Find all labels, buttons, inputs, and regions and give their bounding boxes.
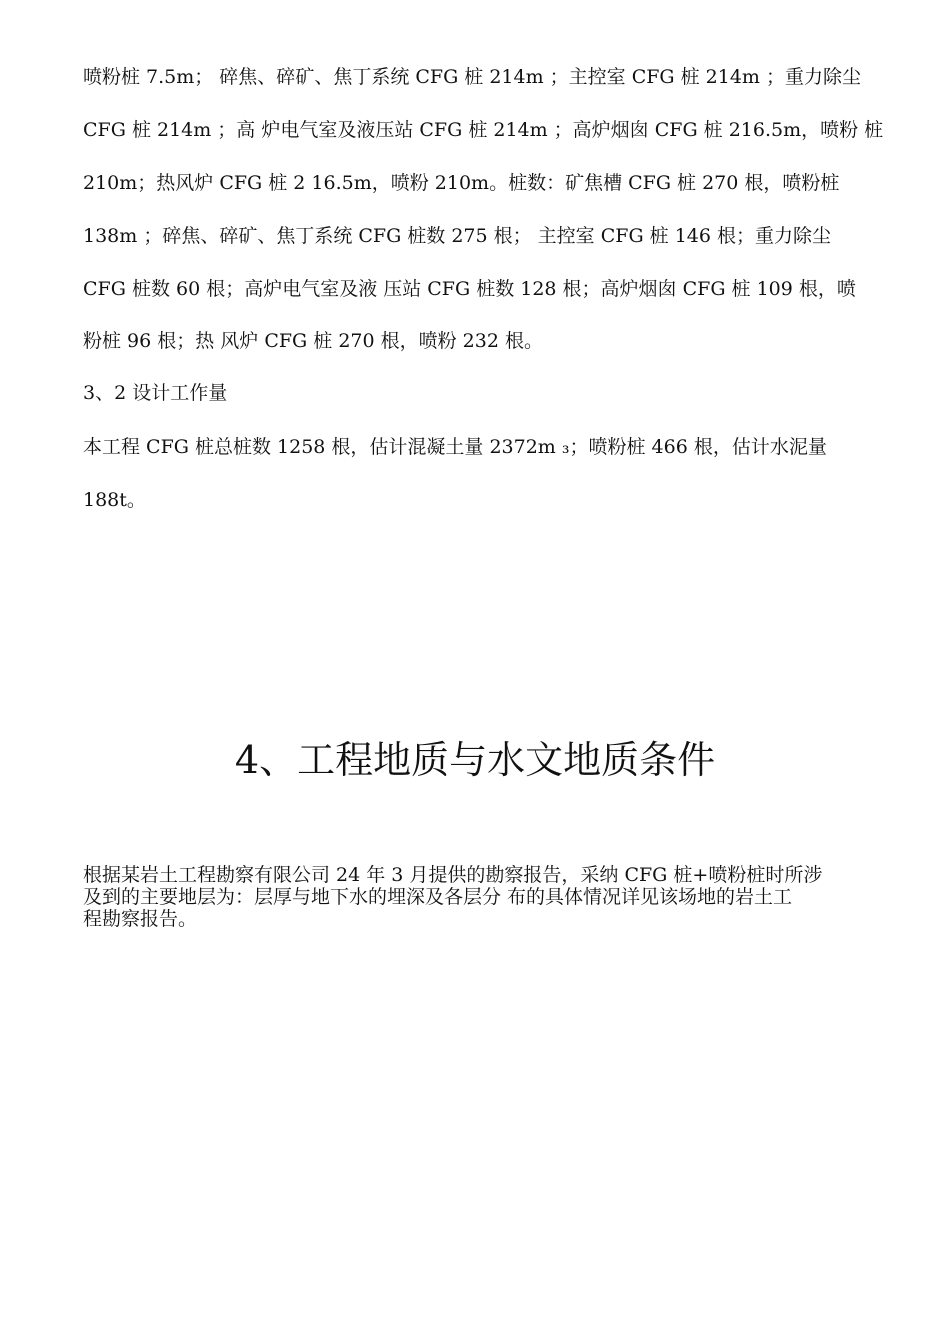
pile-count-line-1: 210m；热风炉 CFG 桩 2 16.5m，喷粉 210m。桩数：矿焦槽 CFG 桩 270 根，喷粉桩 — [83, 172, 840, 194]
workload-line-1: 本工程 CFG 桩总桩数 1258 根，估计混凝土量 2372m ₃；喷粉桩 466 根，估计水泥量 — [83, 436, 827, 458]
pile-count-line-4: 粉桩 96 根；热 风炉 CFG 桩 270 根，喷粉 232 根。 — [83, 330, 543, 352]
geology-paragraph-line: 根据某岩土工程勘察有限公司 24 年 3 月提供的勘察报告，采纳 CFG 桩+喷粉桩时所涉 — [83, 864, 823, 886]
section-4-title: 4、工程地质与水文地质条件 — [234, 738, 716, 782]
geology-paragraph-line: 程勘察报告。 — [83, 908, 198, 930]
pile-count-line-2: 138m ；碎焦、碎矿、焦丁系统 CFG 桩数 275 根； 主控室 CFG 桩 146 根；重力除尘 — [83, 225, 832, 247]
pile-length-line-2: CFG 桩 214m ；高 炉电气室及液压站 CFG 桩 214m ；高炉烟囱 CFG 桩 216.5m，喷粉 桩 — [83, 119, 883, 141]
geology-paragraph — [83, 864, 888, 930]
workload-line-2: 188t。 — [83, 489, 146, 511]
pile-count-line-3: CFG 桩数 60 根；高炉电气室及液 压站 CFG 桩数 128 根；高炉烟囱 CFG 桩 109 根，喷 — [83, 278, 856, 300]
pile-length-line-1: 喷粉桩 7.5m； 碎焦、碎矿、焦丁系统 CFG 桩 214m ；主控室 CFG 桩 214m ；重力除尘 — [83, 66, 861, 88]
section-3-2-heading: 3、2 设计工作量 — [83, 382, 228, 404]
geology-paragraph-line: 及到的主要地层为：层厚与地下水的埋深及各层分 布的具体情况详见该场地的岩土工 — [83, 886, 793, 908]
